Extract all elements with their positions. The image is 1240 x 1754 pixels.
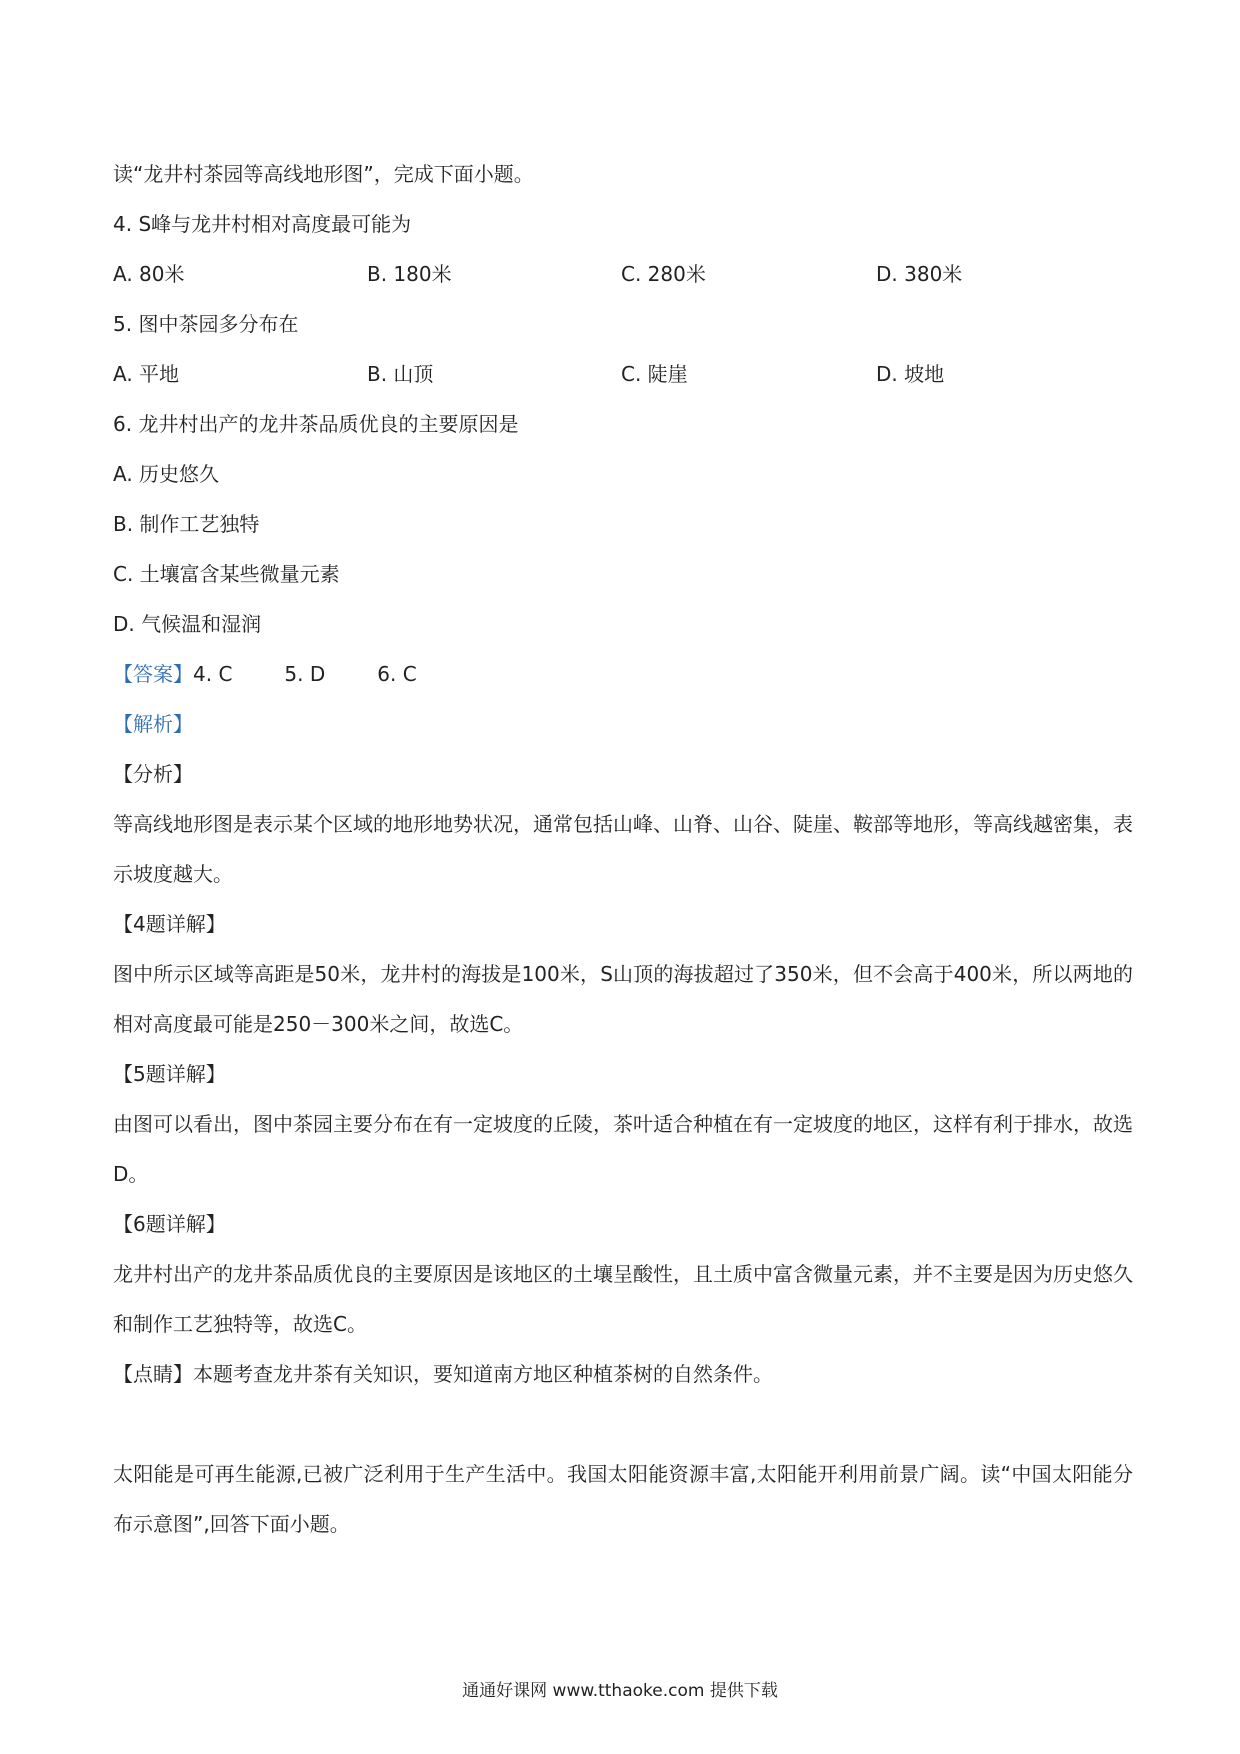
q5-option-b: B. 山顶	[367, 362, 434, 386]
q6-option-b: B. 制作工艺独特	[113, 512, 260, 536]
analysis-label: 【解析】	[113, 712, 193, 736]
intro-text: 读“龙井村茶园等高线地形图”，完成下面小题。	[113, 162, 534, 186]
q4-option-b: B. 180米	[367, 262, 452, 286]
q4-option-c: C. 280米	[621, 262, 706, 286]
fenxi-label: 【分析】	[113, 762, 193, 786]
q5-option-d: D. 坡地	[876, 362, 945, 386]
answer-4: 4. C	[193, 662, 233, 686]
detail-4-label: 【4题详解】	[113, 912, 226, 936]
answer-5: 5. D	[284, 662, 326, 686]
detail-6-text: 龙井村出产的龙井茶品质优良的主要原因是该地区的土壤呈酸性，且土质中富含微量元素，并不主要是因为历史悠久和制作工艺独特等，故选C。	[113, 1262, 1133, 1336]
q6-stem: 6. 龙井村出产的龙井茶品质优良的主要原因是	[113, 412, 519, 436]
detail-5-label: 【5题详解】	[113, 1062, 226, 1086]
q5-stem: 5. 图中茶园多分布在	[113, 312, 299, 336]
q4-option-d: D. 380米	[876, 262, 963, 286]
q6-option-a: A. 历史悠久	[113, 462, 220, 486]
q4-stem: 4. S峰与龙井村相对高度最可能为	[113, 212, 412, 236]
q5-option-c: C. 陡崖	[621, 362, 688, 386]
answer-label: 【答案】	[113, 662, 193, 686]
fenxi-text: 等高线地形图是表示某个区域的地形地势状况，通常包括山峰、山脊、山谷、陡崖、鞍部等地形，等高线越密集，表示坡度越大。	[113, 812, 1133, 886]
next-intro-text: 太阳能是可再生能源,已被广泛利用于生产生活中。我国太阳能资源丰富,太阳能开利用前景广阔。读“中国太阳能分布示意图”,回答下面小题。	[113, 1462, 1133, 1536]
q4-option-a: A. 80米	[113, 262, 185, 286]
detail-6-label: 【6题详解】	[113, 1212, 226, 1236]
detail-4-text: 图中所示区域等高距是50米，龙井村的海拔是100米，S山顶的海拔超过了350米，但不会高于400米，所以两地的相对高度最可能是250－300米之间，故选C。	[113, 962, 1133, 1036]
q6-option-d: D. 气候温和湿润	[113, 612, 262, 636]
detail-5-text: 由图可以看出，图中茶园主要分布在有一定坡度的丘陵，茶叶适合种植在有一定坡度的地区，这样有利于排水，故选D。	[113, 1112, 1133, 1186]
answer-line	[113, 662, 417, 686]
q5-option-a: A. 平地	[113, 362, 180, 386]
page-footer: 通通好课网 www.tthaoke.com 提供下载	[462, 1681, 778, 1701]
dianjing-text: 【点睛】本题考查龙井茶有关知识，要知道南方地区种植茶树的自然条件。	[113, 1362, 773, 1386]
q6-option-c: C. 土壤富含某些微量元素	[113, 562, 340, 586]
answer-6: 6. C	[377, 662, 417, 686]
